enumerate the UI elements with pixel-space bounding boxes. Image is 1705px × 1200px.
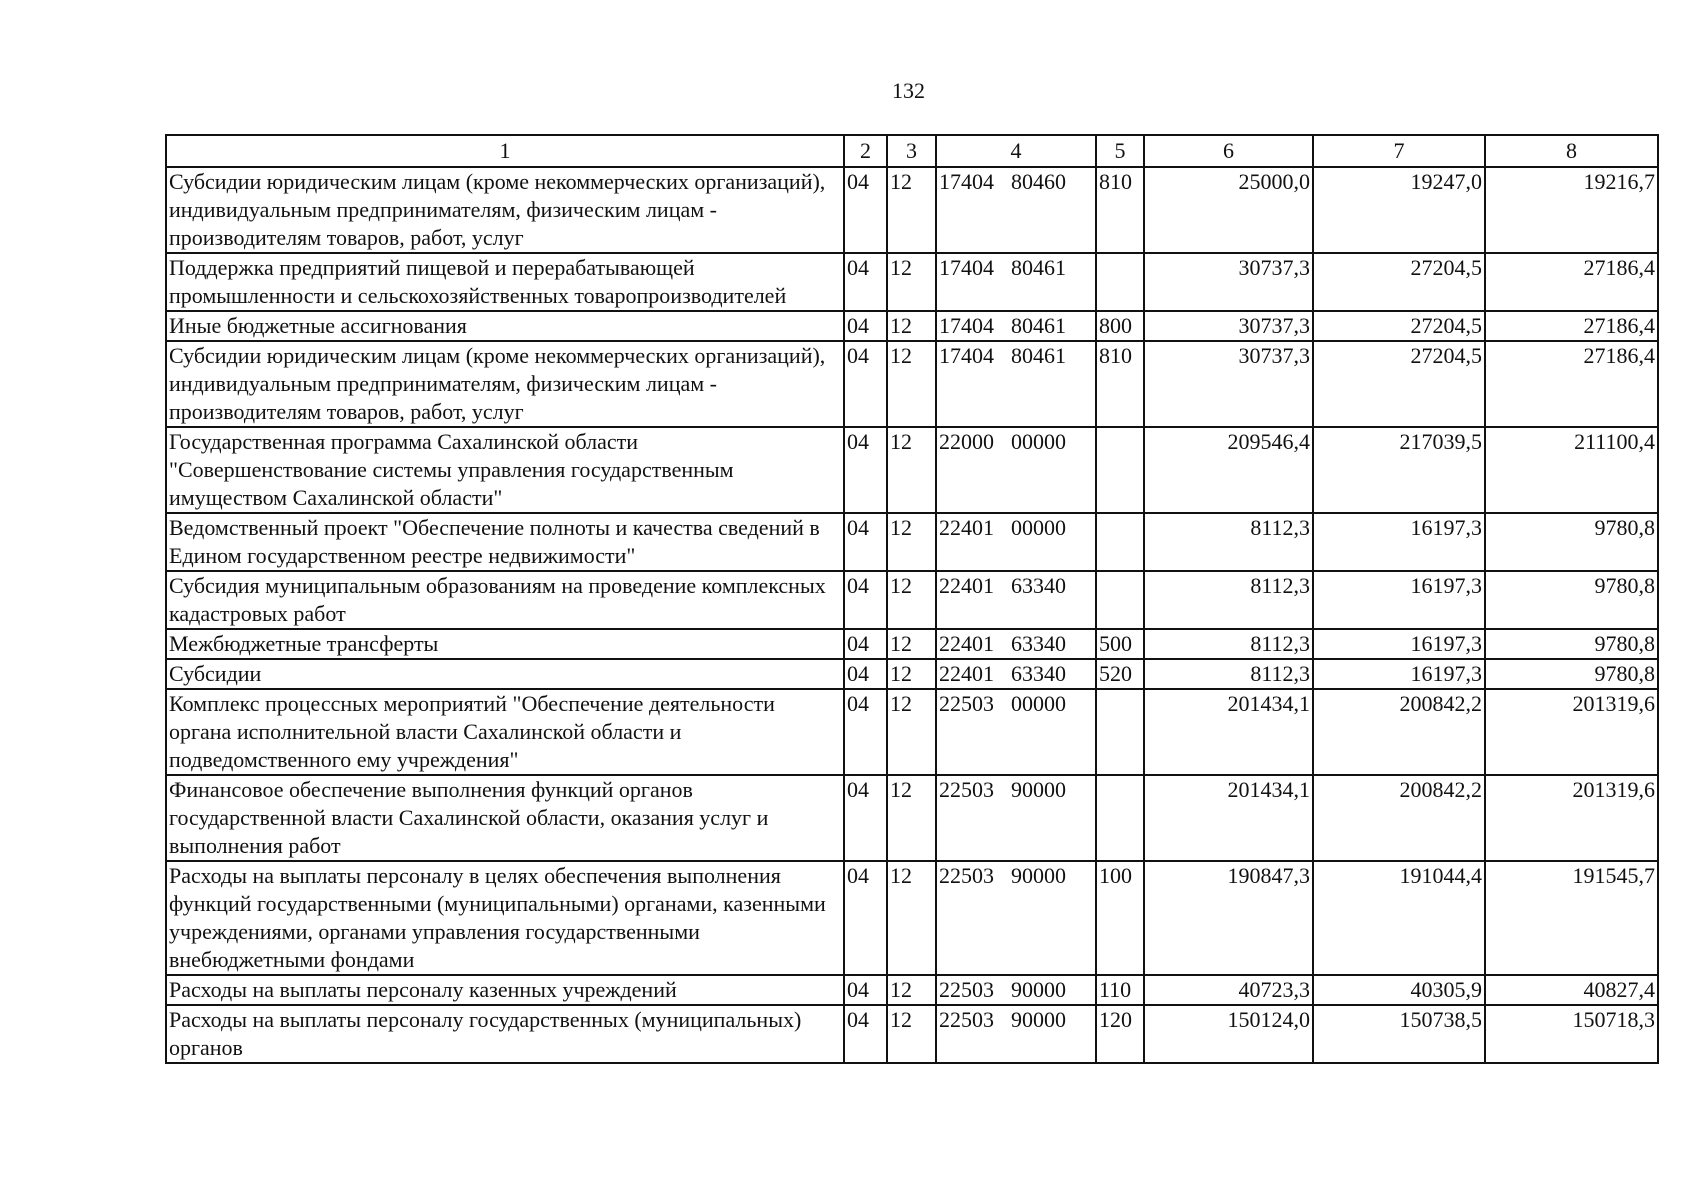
target-article-cell — [936, 513, 1096, 571]
amount-col8-cell: 211100,4 — [1485, 427, 1658, 513]
target-article-direction-code: 90000 — [1011, 777, 1066, 802]
amount-col6-cell: 8112,3 — [1144, 659, 1313, 689]
amount-col8-cell: 150718,3 — [1485, 1005, 1658, 1063]
table-row — [166, 659, 1658, 689]
subsection-code-cell: 12 — [887, 167, 936, 253]
subsection-code-cell: 12 — [887, 253, 936, 311]
amount-col8-cell: 191545,7 — [1485, 861, 1658, 975]
amount-col6-cell: 30737,3 — [1144, 253, 1313, 311]
amount-col7-cell: 27204,5 — [1313, 253, 1485, 311]
amount-col6-cell: 201434,1 — [1144, 775, 1313, 861]
target-article-cell — [936, 571, 1096, 629]
item-name-cell: Государственная программа Сахалинской области "Совершенствование системы управления государственным имуществом Сахалинской области" — [166, 427, 844, 513]
target-article-direction-code: 63340 — [1011, 631, 1066, 656]
amount-col8-cell: 40827,4 — [1485, 975, 1658, 1005]
header-row — [166, 135, 1658, 167]
section-code-cell: 04 — [844, 341, 887, 427]
amount-col7-cell: 16197,3 — [1313, 659, 1485, 689]
expense-type-cell: 810 — [1096, 167, 1144, 253]
section-code-cell: 04 — [844, 167, 887, 253]
target-article-program-code: 22401 — [939, 573, 994, 598]
target-article-program-code: 17404 — [939, 313, 994, 338]
table-row — [166, 311, 1658, 341]
item-name-cell: Расходы на выплаты персоналу в целях обеспечения выполнения функций государственными (муниципальными) органами, казенными учреждениями, органами управления государственными внебюджетными фондами — [166, 861, 844, 975]
amount-col8-cell: 201319,6 — [1485, 775, 1658, 861]
expense-type-cell: 520 — [1096, 659, 1144, 689]
target-article-cell — [936, 861, 1096, 975]
target-article-direction-code: 90000 — [1011, 977, 1066, 1002]
header-cell: 5 — [1096, 135, 1144, 167]
amount-col7-cell: 217039,5 — [1313, 427, 1485, 513]
amount-col7-cell: 191044,4 — [1313, 861, 1485, 975]
item-name-cell: Субсидии юридическим лицам (кроме некоммерческих организаций), индивидуальным предпринимателям, физическим лицам - производителям товаров, работ, услуг — [166, 341, 844, 427]
target-article-program-code: 17404 — [939, 255, 994, 280]
target-article-direction-code: 90000 — [1011, 1007, 1066, 1032]
subsection-code-cell: 12 — [887, 571, 936, 629]
target-article-cell — [936, 311, 1096, 341]
table-row — [166, 341, 1658, 427]
expense-type-cell — [1096, 571, 1144, 629]
subsection-code-cell: 12 — [887, 427, 936, 513]
item-name-cell: Иные бюджетные ассигнования — [166, 311, 844, 341]
subsection-code-cell: 12 — [887, 689, 936, 775]
table-row — [166, 975, 1658, 1005]
expense-type-cell — [1096, 513, 1144, 571]
table-row — [166, 167, 1658, 253]
header-cell: 6 — [1144, 135, 1313, 167]
table-row — [166, 629, 1658, 659]
amount-col6-cell: 8112,3 — [1144, 571, 1313, 629]
target-article-program-code: 22401 — [939, 631, 994, 656]
table-row — [166, 861, 1658, 975]
header-cell: 2 — [844, 135, 887, 167]
item-name-cell: Субсидия муниципальным образованиям на проведение комплексных кадастровых работ — [166, 571, 844, 629]
header-cell: 4 — [936, 135, 1096, 167]
item-name-cell: Поддержка предприятий пищевой и перерабатывающей промышленности и сельскохозяйственных товаропроизводителей — [166, 253, 844, 311]
section-code-cell: 04 — [844, 975, 887, 1005]
budget-table — [165, 134, 1659, 1064]
item-name-cell: Расходы на выплаты персоналу казенных учреждений — [166, 975, 844, 1005]
section-code-cell: 04 — [844, 629, 887, 659]
target-article-direction-code: 80461 — [1011, 255, 1066, 280]
amount-col7-cell: 200842,2 — [1313, 775, 1485, 861]
target-article-cell — [936, 341, 1096, 427]
section-code-cell: 04 — [844, 311, 887, 341]
target-article-program-code: 22503 — [939, 977, 994, 1002]
amount-col6-cell: 30737,3 — [1144, 341, 1313, 427]
target-article-cell — [936, 253, 1096, 311]
subsection-code-cell: 12 — [887, 861, 936, 975]
expense-type-cell: 120 — [1096, 1005, 1144, 1063]
amount-col7-cell: 16197,3 — [1313, 513, 1485, 571]
target-article-program-code: 17404 — [939, 343, 994, 368]
subsection-code-cell: 12 — [887, 311, 936, 341]
target-article-direction-code: 00000 — [1011, 691, 1066, 716]
amount-col6-cell: 25000,0 — [1144, 167, 1313, 253]
target-article-direction-code: 63340 — [1011, 573, 1066, 598]
amount-col6-cell: 150124,0 — [1144, 1005, 1313, 1063]
table-row — [166, 775, 1658, 861]
expense-type-cell: 100 — [1096, 861, 1144, 975]
target-article-direction-code: 80461 — [1011, 343, 1066, 368]
target-article-direction-code: 90000 — [1011, 863, 1066, 888]
amount-col8-cell: 9780,8 — [1485, 513, 1658, 571]
target-article-program-code: 22503 — [939, 1007, 994, 1032]
expense-type-cell: 500 — [1096, 629, 1144, 659]
table-row — [166, 571, 1658, 629]
target-article-program-code: 17404 — [939, 169, 994, 194]
section-code-cell: 04 — [844, 775, 887, 861]
expense-type-cell — [1096, 775, 1144, 861]
target-article-direction-code: 00000 — [1011, 429, 1066, 454]
expense-type-cell: 810 — [1096, 341, 1144, 427]
subsection-code-cell: 12 — [887, 1005, 936, 1063]
amount-col6-cell: 8112,3 — [1144, 629, 1313, 659]
amount-col7-cell: 200842,2 — [1313, 689, 1485, 775]
item-name-cell: Расходы на выплаты персоналу государственных (муниципальных) органов — [166, 1005, 844, 1063]
target-article-cell — [936, 1005, 1096, 1063]
expense-type-cell — [1096, 427, 1144, 513]
item-name-cell: Ведомственный проект "Обеспечение полноты и качества сведений в Едином государственном реестре недвижимости" — [166, 513, 844, 571]
section-code-cell: 04 — [844, 861, 887, 975]
table-row — [166, 689, 1658, 775]
subsection-code-cell: 12 — [887, 513, 936, 571]
amount-col6-cell: 30737,3 — [1144, 311, 1313, 341]
target-article-cell — [936, 975, 1096, 1005]
target-article-cell — [936, 167, 1096, 253]
amount-col8-cell: 27186,4 — [1485, 341, 1658, 427]
table-row — [166, 253, 1658, 311]
target-article-program-code: 22503 — [939, 691, 994, 716]
subsection-code-cell: 12 — [887, 659, 936, 689]
amount-col8-cell: 27186,4 — [1485, 253, 1658, 311]
target-article-cell — [936, 629, 1096, 659]
subsection-code-cell: 12 — [887, 341, 936, 427]
item-name-cell: Межбюджетные трансферты — [166, 629, 844, 659]
target-article-program-code: 22503 — [939, 863, 994, 888]
amount-col8-cell: 19216,7 — [1485, 167, 1658, 253]
target-article-direction-code: 63340 — [1011, 661, 1066, 686]
amount-col7-cell: 27204,5 — [1313, 311, 1485, 341]
table-row — [166, 1005, 1658, 1063]
expense-type-cell: 110 — [1096, 975, 1144, 1005]
subsection-code-cell: 12 — [887, 629, 936, 659]
amount-col7-cell: 16197,3 — [1313, 571, 1485, 629]
section-code-cell: 04 — [844, 427, 887, 513]
amount-col8-cell: 201319,6 — [1485, 689, 1658, 775]
header-cell: 7 — [1313, 135, 1485, 167]
expense-type-cell — [1096, 689, 1144, 775]
page-number: 132 — [892, 78, 925, 103]
target-article-cell — [936, 689, 1096, 775]
amount-col8-cell: 9780,8 — [1485, 629, 1658, 659]
amount-col7-cell: 150738,5 — [1313, 1005, 1485, 1063]
header-cell: 1 — [166, 135, 844, 167]
amount-col6-cell: 209546,4 — [1144, 427, 1313, 513]
section-code-cell: 04 — [844, 513, 887, 571]
item-name-cell: Финансовое обеспечение выполнения функций органов государственной власти Сахалинской области, оказания услуг и выполнения работ — [166, 775, 844, 861]
amount-col8-cell: 27186,4 — [1485, 311, 1658, 341]
amount-col6-cell: 190847,3 — [1144, 861, 1313, 975]
target-article-program-code: 22401 — [939, 515, 994, 540]
target-article-program-code: 22000 — [939, 429, 994, 454]
table-row — [166, 513, 1658, 571]
target-article-direction-code: 80460 — [1011, 169, 1066, 194]
target-article-program-code: 22503 — [939, 777, 994, 802]
expense-type-cell — [1096, 253, 1144, 311]
amount-col7-cell: 27204,5 — [1313, 341, 1485, 427]
section-code-cell: 04 — [844, 253, 887, 311]
subsection-code-cell: 12 — [887, 775, 936, 861]
amount-col6-cell: 40723,3 — [1144, 975, 1313, 1005]
table-body — [166, 167, 1658, 1063]
amount-col6-cell: 201434,1 — [1144, 689, 1313, 775]
amount-col7-cell: 16197,3 — [1313, 629, 1485, 659]
item-name-cell: Комплекс процессных мероприятий "Обеспечение деятельности органа исполнительной власти Сахалинской области и подведомственного ему учреждения" — [166, 689, 844, 775]
table-row — [166, 427, 1658, 513]
subsection-code-cell: 12 — [887, 975, 936, 1005]
expense-type-cell: 800 — [1096, 311, 1144, 341]
header-cell: 3 — [887, 135, 936, 167]
target-article-direction-code: 00000 — [1011, 515, 1066, 540]
item-name-cell: Субсидии — [166, 659, 844, 689]
section-code-cell: 04 — [844, 689, 887, 775]
section-code-cell: 04 — [844, 571, 887, 629]
amount-col6-cell: 8112,3 — [1144, 513, 1313, 571]
section-code-cell: 04 — [844, 659, 887, 689]
amount-col8-cell: 9780,8 — [1485, 571, 1658, 629]
section-code-cell: 04 — [844, 1005, 887, 1063]
amount-col7-cell: 19247,0 — [1313, 167, 1485, 253]
amount-col7-cell: 40305,9 — [1313, 975, 1485, 1005]
item-name-cell: Субсидии юридическим лицам (кроме некоммерческих организаций), индивидуальным предпринимателям, физическим лицам - производителям товаров, работ, услуг — [166, 167, 844, 253]
target-article-direction-code: 80461 — [1011, 313, 1066, 338]
header-cell: 8 — [1485, 135, 1658, 167]
target-article-cell — [936, 775, 1096, 861]
amount-col8-cell: 9780,8 — [1485, 659, 1658, 689]
target-article-cell — [936, 659, 1096, 689]
target-article-program-code: 22401 — [939, 661, 994, 686]
target-article-cell — [936, 427, 1096, 513]
